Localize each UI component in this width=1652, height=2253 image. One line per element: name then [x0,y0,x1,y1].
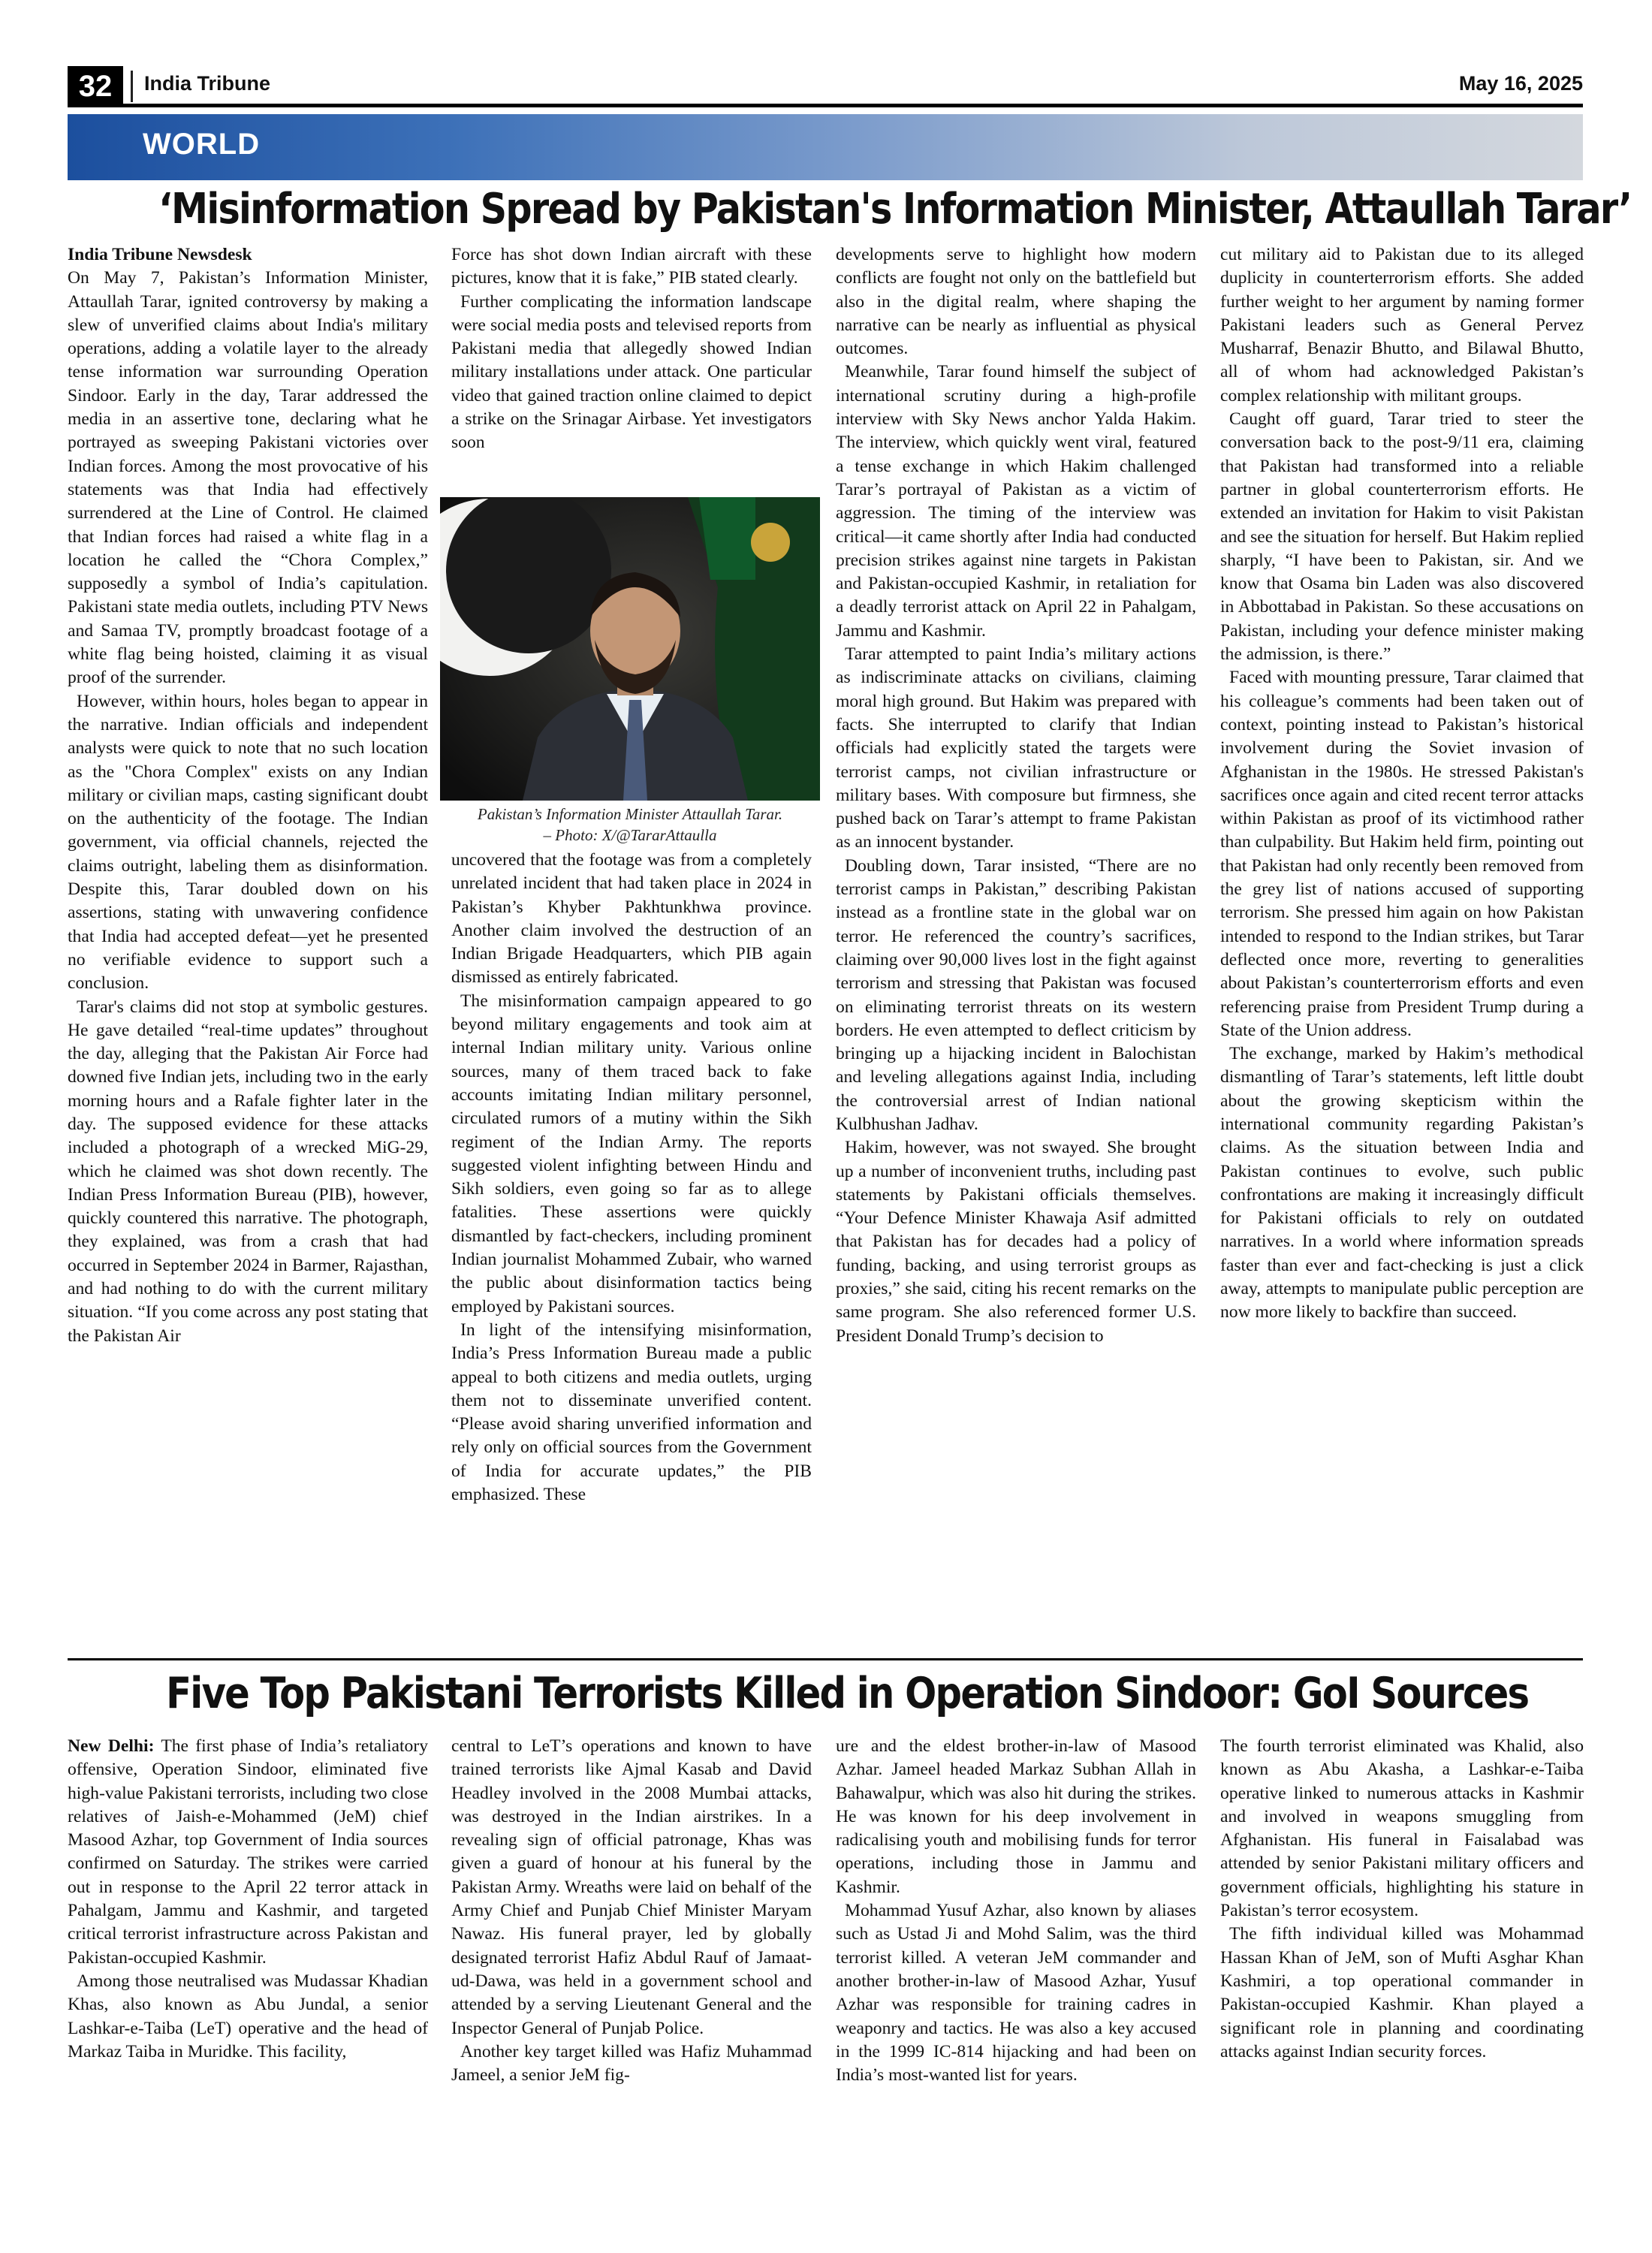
article-divider [68,1658,1583,1660]
paragraph: Mohammad Yusuf Azhar, also known by aliases such as Ustad Ji and Mohd Salim, was the third terrorist killed. A veteran JeM commander and another brother-in-law of Masood Azhar, Yusuf Azhar was responsible for training cadres in weaponry and tactics. He was also a key accused in the 1999 IC-814 hijacking and had been on India’s most-wanted list for years. [836,1901,1196,2086]
paragraph: Meanwhile, Tarar found himself the subject of international scrutiny during a high-profile interview with Sky News anchor Yalda Hakim. The interview, which quickly went viral, featured a tense exchange in which Hakim challenged Tarar’s portrayal of Pakistan as a victim of aggression. The timing of the interview was critical—it came shortly after India had conducted precision strikes against nine targets in Pakistan and Pakistan-occupied Kashmir, in retaliation for a deadly terrorist attack on April 22 in Pahalgam, Jammu and Kashmir. [836,362,1196,641]
paragraph: The exchange, marked by Hakim’s methodical dismantling of Tarar’s statements, left little doubt about the growing skepticism within the international community regarding Pakistan’s claims. As the situation between India and Pakistan continues to evolve, such public confrontations are making it increasingly difficult for Pakistani officials to rely on outdated narratives. In a world where information spreads faster than ever and fact-checking is just a click away, attempts to manipulate public perception are now more likely to backfire than succeed. [1220,1044,1584,1323]
paragraph: Tarar's claims did not stop at symbolic gestures. He gave detailed “real-time updates” throughout the day, alleging that the Pakistan Air Force had downed five Indian jets, including two in the early morning hours and a Rafale fighter later in the day. The supposed evidence for these attacks included a photograph of a wrecked MiG-29, which he claimed was shot down recently. The Indian Press Information Bureau (PIB), however, quickly countered this narrative. The photograph, they explained, was from a crash that had occurred in September 2024 in Barmer, Rajasthan, and had nothing to do with the current military situation. “If you come across any post stating that the Pakistan Air [68,997,428,1346]
article-1-column-3 [836,243,1196,1655]
article-2-column-4 [1220,1735,1584,2245]
paragraph: Another key target killed was Hafiz Muhammad Jameel, a senior JeM fig- [451,2041,812,2086]
paragraph: Hakim, however, was not swayed. She brought up a number of inconvenient truths, including past statements by Pakistani officials themselves. “Your Defence Minister Khawaja Asif admitted that Pakistan has for decades had a policy of funding, backing, and using terrorist groups as proxies,” she said, citing his recent remarks on the same program. She also referenced former U.S. President Donald Trump’s decision to [836,1138,1196,1346]
paragraph: Caught off guard, Tarar tried to steer the conversation back to the post-9/11 era, claiming that Pakistan had transformed into a reliable partner in global counterterrorism efforts. He extended an invitation for Hakim to visit Pakistan and see the situation for herself. But Hakim replied sharply, “I have been to Pakistan, sir. And we know that Osama bin Laden was also discovered in Abbottabad in Pakistan. So these accusations on Pakistan, including your defence minister making the admission, is there.” [1220,409,1584,665]
paragraph: In light of the intensifying misinformation, India’s Press Information Bureau made a public appeal to both citizens and media outlets, urging them not to disseminate unverified content. “Please avoid sharing unverified information and rely only on official sources from the Government of India for accurate updates,” the PIB emphasized. These [451,1320,812,1505]
paragraph: ure and the eldest brother-in-law of Masood Azhar. Jameel headed Markaz Subhan Allah in Bahawalpur, which was also hit during the strikes. He was known for his deep involvement in radicalising youth and mobilising funds for terror operations, including those in Jammu and Kashmir. [836,1736,1196,1897]
article-1-column-4 [1220,243,1584,1655]
publication-name: India Tribune [144,72,271,95]
page-number: 32 [68,66,123,107]
paragraph: uncovered that the footage was from a completely unrelated incident that had taken place in 2024 in Pakistan’s Khyber Pakhtunkhwa province. Another claim involved the destruction of an Indian Brigade Headquarters, which PIB again dismissed as entirely fabricated. [451,850,812,988]
paragraph: central to LeT’s operations and known to have trained terrorists like Ajmal Kasab and David Headley involved in the 2008 Mumbai attacks, was destroyed in the Indian airstrikes. In a revealing sign of official patronage, Khas was given a guard of honour at his funeral by the Pakistan Army. Wreaths were laid on behalf of the Army Chief and Punjab Chief Minister Maryam Nawaz. His funeral prayer, led by globally designated terrorist Hafiz Abdul Rauf of Jamaat-ud-Dawa, was held in a government school and attended by a serving Lieutenant General and the Inspector General of Punjab Police. [451,1736,812,2038]
paragraph: developments serve to highlight how modern conflicts are fought not only on the battlefield but also in the digital realm, where shaping the narrative can be nearly as influential as physical outcomes. [836,245,1196,359]
article-1-byline: India Tribune Newsdesk [68,245,252,264]
article-1-column-2-bottom [451,849,812,1655]
section-label: WORLD [143,128,261,161]
article-2-column-2 [451,1735,812,2245]
paragraph: Further complicating the information landscape were social media posts and televised reports from Pakistani media that allegedly showed Indian military installations under attack. One particular video that gained traction online claimed to depict a strike on the Srinagar Airbase. Yet investigators soon [451,291,812,453]
paragraph: The first phase of India’s retaliatory offensive, Operation Sindoor, eliminated five high-value Pakistani terrorists, including two close relatives of Jaish-e-Mohammed (JeM) chief Masood Azhar, top Government of India sources confirmed on Saturday. The strikes were carried out in response to the April 22 terror attack in Pahalgam, Jammu and Kashmir, and targeted critical terrorist infrastructure across Pakistan and Pakistan-occupied Kashmir. [68,1736,428,1968]
header-divider [131,71,133,102]
article-2-dateline: New Delhi: [68,1736,155,1756]
paragraph: Faced with mounting pressure, Tarar claimed that his colleague’s comments had been taken out of context, pointing instead to Pakistan’s historical involvement during the Soviet invasion of Afghanistan in the 1980s. He stressed Pakistan's sacrifices once again and cited recent terror attacks within Pakistan as proof of its victimhood rather than culpability. But Hakim held firm, pointing out that Pakistan had only recently been removed from the grey list of nations accused of supporting terrorism. She pressed him again on how Pakistan intended to respond to the Indian strikes, but Tarar deflected once more, reverting to generalities about Pakistan’s counterterrorism efforts and even referencing praise from President Trump during a State of the Union address. [1220,668,1584,1040]
paragraph: cut military aid to Pakistan due to its alleged duplicity in counterterrorism efforts. She added further weight to her argument by naming former Pakistani leaders such as General Pervez Musharraf, Benazir Bhutto, and Bilawal Bhutto, all of whom had acknowledged Pakistan’s complex relationship with militant groups. [1220,245,1584,406]
article-2-headline: Five Top Pakistani Terrorists Killed in Operation Sindoor: GoI Sources [166,1669,1529,1718]
paragraph: On May 7, Pakistan’s Information Minister, Attaullah Tarar, ignited controversy by making a slew of unverified claims about India's military operations, adding a volatile layer to the already tense information war surrounding Operation Sindoor. Early in the day, Tarar addressed the media in an assertive tone, declaring what he portrayed as sweeping Pakistani victories over Indian forces. Among the most provocative of his statements was that India had effectively surrendered at the Line of Control. He claimed that Indian forces had raised a white flag in a location he called the “Chora Complex,” supposedly a symbol of India’s capitulation. Pakistani state media outlets, including PTV News and Samaa TV, promptly broadcast footage of a white flag being hoisted, claiming it as visual proof of the surrender. [68,268,428,688]
article-2-column-1 [68,1735,428,2245]
paragraph: The fourth terrorist eliminated was Khalid, also known as Abu Akasha, a Lashkar-e-Taiba operative linked to numerous attacks in Kashmir and involved in weapons smuggling from Afghanistan. His funeral in Faisalabad was attended by senior Pakistani military officers and government officials, highlighting his stature in Pakistan’s terror ecosystem. [1220,1736,1584,1921]
article-2-column-3 [836,1735,1196,2245]
paragraph: However, within hours, holes began to appear in the narrative. Indian officials and independent analysts were quick to note that no such location as the "Chora Complex" exists on any Indian military or civilian maps, casting significant doubt on the authenticity of the footage. The Indian government, via official channels, rejected the claims outright, labeling them as disinformation. Despite this, Tarar doubled down on his assertions, stating with unwavering confidence that India had accepted defeat—yet he presented no verifiable evidence to support such a conclusion. [68,691,428,994]
photo-credit: – Photo: X/@TararAttaulla [543,826,717,844]
photo-caption [440,804,820,846]
paragraph: Force has shot down Indian aircraft with these pictures, know that it is fake,” PIB stated clearly. [451,245,812,288]
photo-caption-text: Pakistan’s Information Minister Attaullah Tarar. [477,805,783,823]
paragraph: Doubling down, Tarar insisted, “There are no terrorist camps in Pakistan,” describing Pakistan instead as a frontline state in the global war on terror. He referenced the country’s sacrifices, claiming over 90,000 lives lost in the fight against terrorism and stressing that Pakistan was focused on eliminating terrorist threats on its western borders. He even attempted to deflect criticism by bringing up a hijacking incident in Balochistan and leveling allegations against India, including the controversial arrest of Indian national Kulbhushan Jadhav. [836,855,1196,1134]
publication-date: May 16, 2025 [1458,72,1583,95]
article-1-column-2-top [451,243,812,491]
section-band [68,114,1583,180]
header-rule [68,104,1583,107]
paragraph: Tarar attempted to paint India’s military actions as indiscriminate attacks on civilians, claiming moral high ground. But Hakim was prepared with facts. She interrupted to clarify that Indian officials had explicitly stated the targets were terrorist camps, not civilian infrastructure or military bases. With composure but firmness, she pushed back on Tarar’s attempt to frame Pakistan as an innocent bystander. [836,644,1196,852]
paragraph: The fifth individual killed was Mohammad Hassan Khan of JeM, son of Mufti Asghar Khan Kashmiri, a top operational commander in Pakistan-occupied Kashmir. Khan played a significant role in planning and coordinating attacks against Indian security forces. [1220,1924,1584,2061]
minister-photo [440,497,820,801]
article-1-column-1 [68,243,428,1655]
article-1-headline: ‘Misinformation Spread by Pakistan's Information Minister, Attaullah Tarar’ [158,185,1632,234]
paragraph: The misinformation campaign appeared to go beyond military engagements and took aim at internal Indian military unity. Various online sources, many of them traced back to fake accounts imitating Indian military personnel, circulated rumors of a mutiny within the Sikh regiment of the Indian Army. The reports suggested violent infighting between Hindu and Sikh soldiers, even going so far as to allege fatalities. These assertions were quickly dismantled by fact-checkers, including prominent Indian journalist Mohammed Zubair, who warned the public about disinformation tactics being employed by Pakistani sources. [451,991,812,1317]
minister-photo-illustration [440,497,820,801]
paragraph: Among those neutralised was Mudassar Khadian Khas, also known as Abu Jundal, a senior Lashkar-e-Taiba (LeT) operative and the head of Markaz Taiba in Muridke. This facility, [68,1971,428,2061]
